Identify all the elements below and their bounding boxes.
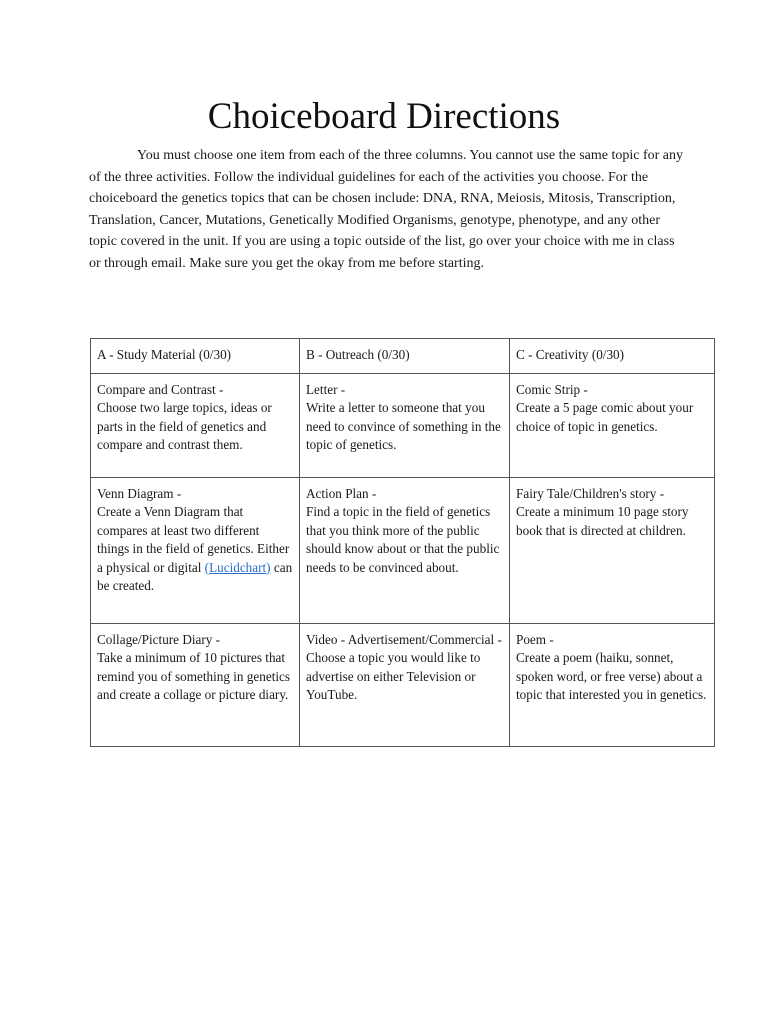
cell-description-text-end: can be created. xyxy=(97,559,293,593)
cell-description: Find a topic in the field of genetics that you think more of the public should know about or that the public needs to be convinced about. xyxy=(306,504,500,575)
cell-description: Create a poem (haiku, sonnet, spoken word, or free verse) about a topic that interested you in genetics. xyxy=(516,650,707,702)
column-header-b: B - Outreach (0/30) xyxy=(300,339,510,374)
cell-title: Letter - xyxy=(306,381,346,397)
cell-title: Collage/Picture Diary - xyxy=(97,631,221,647)
table-row xyxy=(91,477,715,623)
choiceboard-table xyxy=(90,338,715,747)
table-header-row xyxy=(91,339,715,374)
cell-fairy-tale xyxy=(510,477,715,623)
cell-comic-strip xyxy=(510,373,715,477)
cell-description-text: Create a Venn Diagram that compares at least two different things in the field of genetics. Either a physical or digital xyxy=(97,504,290,575)
column-header-a: A - Study Material (0/30) xyxy=(91,339,300,374)
cell-title: Video - Advertisement/Commercial - xyxy=(306,631,502,647)
cell-title: Fairy Tale/Children's story - xyxy=(516,485,665,501)
cell-description: Choose two large topics, ideas or parts in the field of genetics and compare and contrast them. xyxy=(97,400,272,452)
cell-collage xyxy=(91,623,300,746)
column-header-c: C - Creativity (0/30) xyxy=(510,339,715,374)
cell-description: Create a 5 page comic about your choice of topic in genetics. xyxy=(516,400,694,434)
cell-poem xyxy=(510,623,715,746)
cell-letter xyxy=(300,373,510,477)
cell-video xyxy=(300,623,510,746)
page-title: Choiceboard Directions xyxy=(207,96,561,137)
cell-description xyxy=(97,503,293,596)
cell-compare-contrast xyxy=(91,373,300,477)
cell-title: Poem - xyxy=(516,631,554,647)
cell-venn-diagram xyxy=(91,477,300,623)
cell-description: Create a minimum 10 page story book that is directed at children. xyxy=(516,504,689,538)
cell-title: Venn Diagram - xyxy=(97,485,182,501)
cell-title: Compare and Contrast - xyxy=(97,381,224,397)
cell-description: Write a letter to someone that you need to convince of something in the topic of genetics. xyxy=(306,400,501,452)
intro-paragraph: You must choose one item from each of the three columns. You cannot use the same topic for any of the three activities. Follow the individual guidelines for each of the activities you choose. For the choiceboard the genetics topics that can be chosen include: DNA, RNA, Meiosis, Mitosis, Transcription, Translation, Cancer, Mutations, Genetically Modified Organisms, genotype, phenotype, and any other topic covered in the unit. If you are using a topic outside of the list, go over your choice with me in class or through email. Make sure you get the okay from me before starting. xyxy=(89,148,684,271)
table-row xyxy=(91,623,715,746)
lucidchart-link[interactable]: (Lucidchart) xyxy=(204,559,271,575)
table-row xyxy=(91,373,715,477)
cell-description: Take a minimum of 10 pictures that remind you of something in genetics and create a collage or picture diary. xyxy=(97,650,291,702)
cell-title: Comic Strip - xyxy=(516,381,588,397)
cell-title: Action Plan - xyxy=(306,485,377,501)
cell-description: Choose a topic you would like to advertise on either Television or YouTube. xyxy=(306,650,481,702)
cell-action-plan xyxy=(300,477,510,623)
